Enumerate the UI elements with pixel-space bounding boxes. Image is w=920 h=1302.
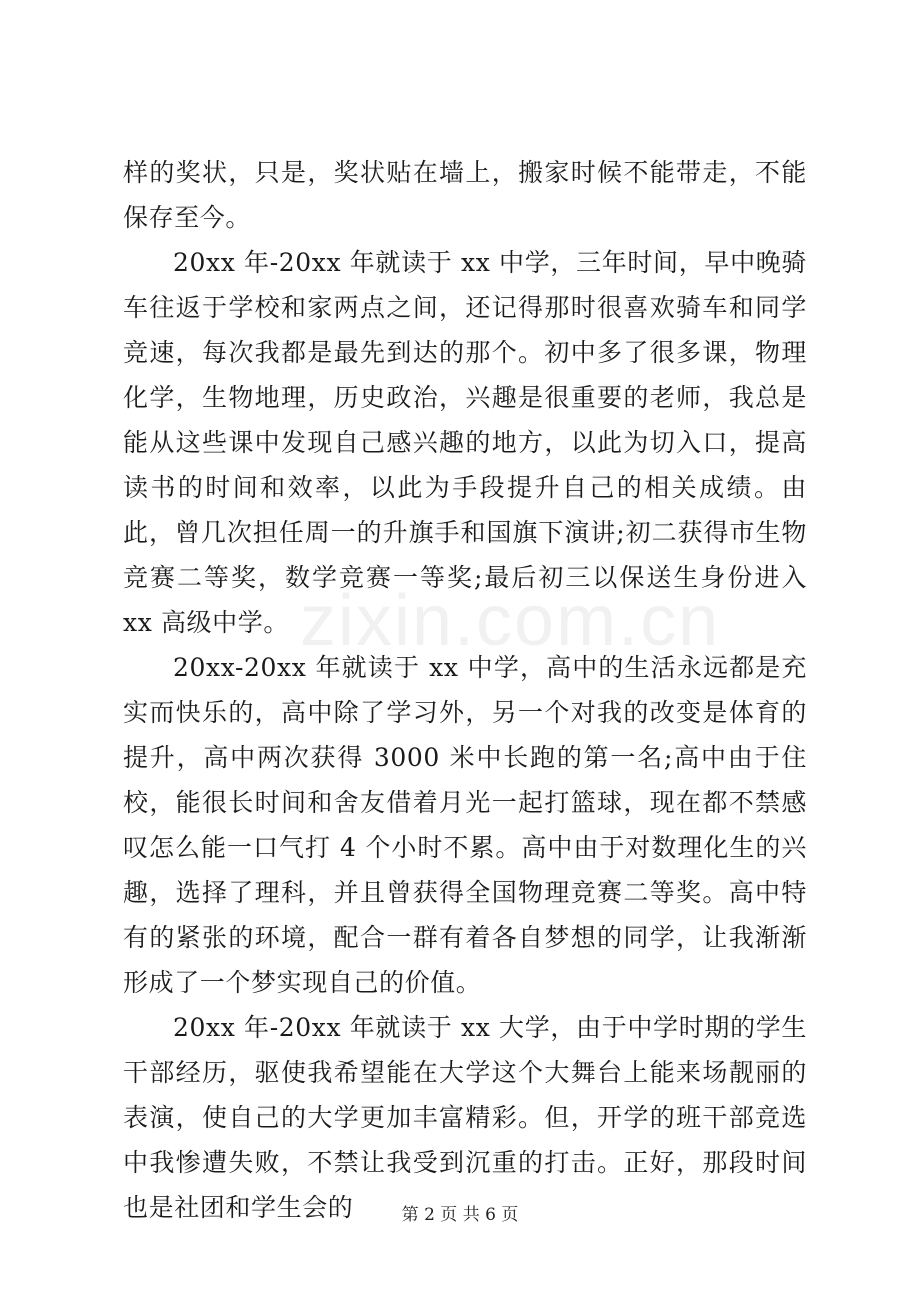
- document-body: [123, 150, 807, 1230]
- paragraph-4: 20xx 年-20xx 年就读于 xx 大学，由于中学时期的学生干部经历，驱使我希望能在大学这个大舞台上能来场靓丽的表演，使自己的大学更加丰富精彩。但，开学的班干部竞选中我惨遭失败，不禁让我受到沉重的打击。正好，那段时间也是社团和学生会的: [123, 1013, 807, 1222]
- paragraph-3: 20xx-20xx 年就读于 xx 中学，高中的生活永远都是充实而快乐的，高中除了学习外，另一个对我的改变是体育的提升，高中两次获得 3000 米中长跑的第一名;高中由于住校，能很长时间和舍友借着月光一起打篮球，现在都不禁感叹怎么能一口气打 4 个小时不累。高中由于对数理化生的兴趣，选择了理科，并且曾获得全国物理竞赛二等奖。高中特有的紧张的环境，配合一群有着各自梦想的同学，让我渐渐形成了一个梦实现自己的价值。: [123, 653, 807, 997]
- paragraph-1: 样的奖状，只是，奖状贴在墙上，搬家时候不能带走，不能保存至今。: [123, 158, 807, 232]
- paragraph-2: 20xx 年-20xx 年就读于 xx 中学，三年时间，早中晚骑车往返于学校和家两点之间，还记得那时很喜欢骑车和同学竞速，每次我都是最先到达的那个。初中多了很多课，物理化学，生物地理，历史政治，兴趣是很重要的老师，我总是能从这些课中发现自己感兴趣的地方，以此为切入口，提高读书的时间和效率，以此为手段提升自己的相关成绩。由此，曾几次担任周一的升旗手和国旗下演讲;初二获得市生物竞赛二等奖，数学竞赛一等奖;最后初三以保送生身份进入 xx 高级中学。: [123, 248, 807, 637]
- watermark: zixin.com.cn: [300, 581, 721, 661]
- page-footer: 第 2 页 共 6 页: [401, 1205, 519, 1225]
